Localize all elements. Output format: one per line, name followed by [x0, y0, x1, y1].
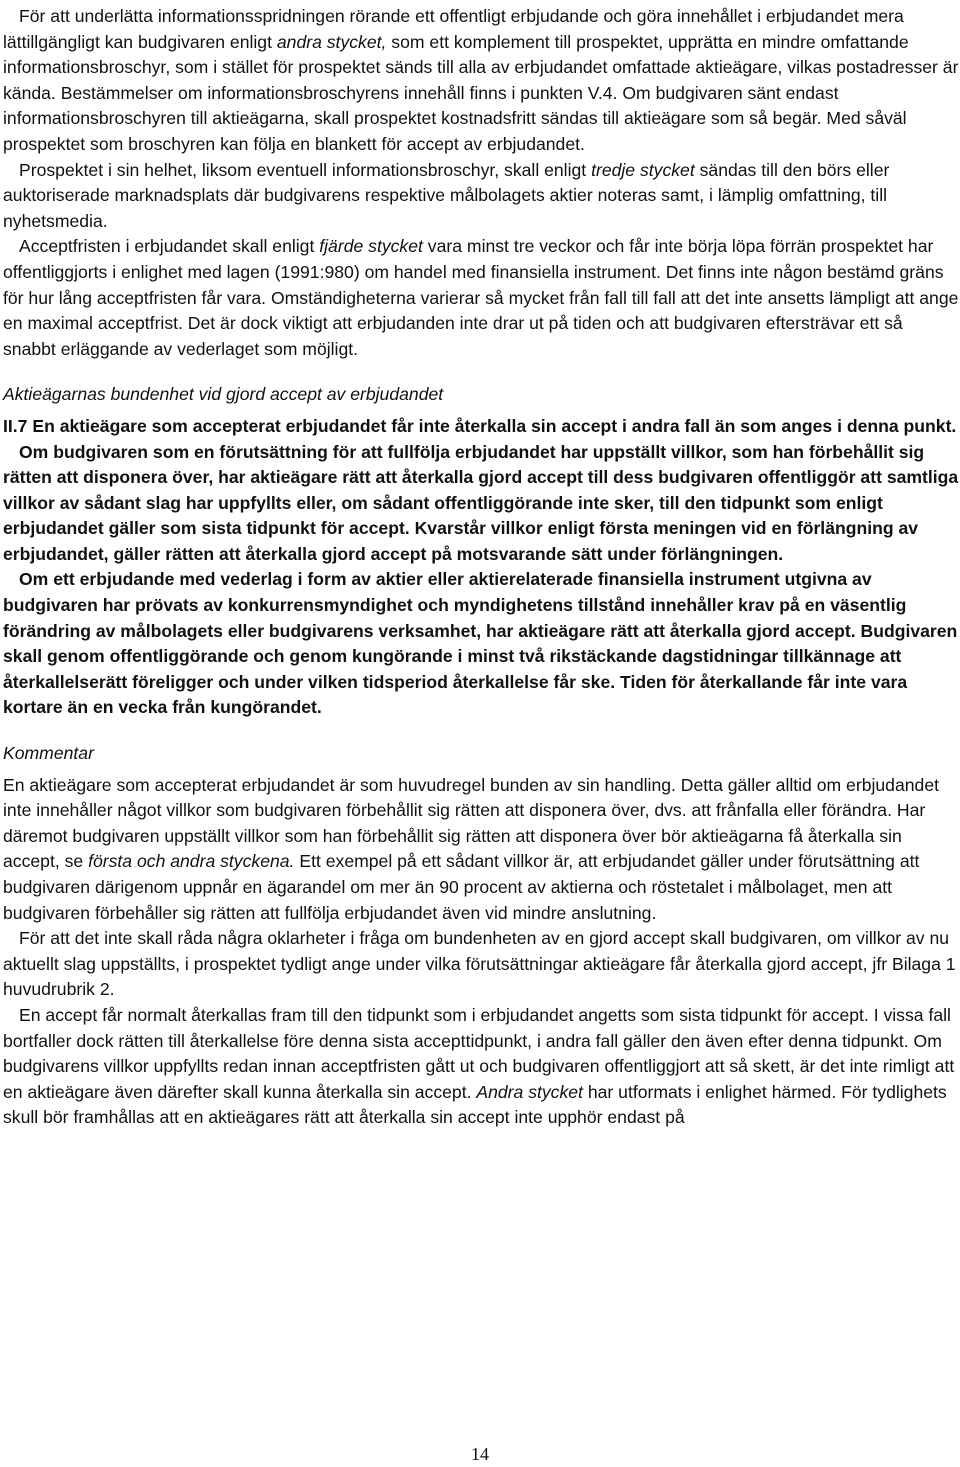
section-heading-shareholder-commitment: Aktieägarnas bundenhet vid gjord accept av erbjudandet — [3, 384, 444, 405]
paragraph-text: En accept får normalt återkallas fram till den tidpunkt som i erbjudandet angetts som sista tidpunkt för accept. I vissa fall bortfaller dock rätten till återkallelse före denna sista accepttidpunkt, i andra fall gäller den även efter denna tidpunkt. Om budgivarens villkor uppfyllts redan innan acceptfristen gått ut och budgivaren offentliggjort att så skett, är det inte rimligt att en aktieägare även därefter skall kunna återkalla sin accept. — [3, 1004, 955, 1102]
paragraph-text: Acceptfristen i erbjudandet skall enligt — [19, 236, 320, 257]
commentary-paragraph-clarity: För att det inte skall råda några oklarheter i fråga om bundenheten av en gjord accept skall budgivaren, om villkor av nu aktuellt slag uppställts, i prospektet tydligt ange under vilka förutsättningar aktieägare får återkalla gjord accept, jfr Bilaga 1 huvudrubrik 2. — [3, 928, 956, 1000]
section-heading-commentary: Kommentar — [3, 743, 94, 764]
paragraph-text: Prospektet i sin helhet, liksom eventuell informationsbroschyr, skall enligt — [19, 159, 592, 180]
paragraph-emphasis: Andra stycket — [476, 1081, 583, 1102]
paragraph-text: Ett exempel på ett sådant villkor är, att erbjudandet gäller under förutsättning att budgivaren därigenom uppnår en ägarandel om mer än 90 procent av aktierna och röstetalet i målbolaget, men att budgivaren förbehåller sig rätten att fullfölja erbjudandet även vid mindre anslutning. — [3, 851, 920, 923]
rule-paragraph-competition-authority: Om ett erbjudande med vederlag i form av aktier eller aktierelaterade finansiella instrument utgivna av budgivaren har prövats av konkurrensmyndighet och myndighetens tillstånd innehåller krav på en väsentlig förändring av målbolagets eller budgivarens verksamhet, har aktieägare rätt att återkalla gjord accept. Budgivaren skall genom offentliggörande och genom kungörande i minst två rikstäckande dagstidningar tillkännage att återkallelserätt föreligger och under vilken tidsperiod återkallelse får ske. Tiden för återkallande får inte vara kortare än en vecka från kungörandet. — [3, 569, 958, 718]
paragraph-text: vara minst tre veckor och får inte börja löpa förrän prospektet har offentliggjorts i enlighet med lagen (1991:980) om handel med finansiella instrument. Det finns inte någon bestämd gräns för hur lång acceptfristen får vara. Omständigheterna varierar så mycket från fall till fall att det inte ansetts lämpligt att ange en maximal acceptfrist. Det är dock viktigt att erbjudanden inte drar ut på tiden och att budgivaren eftersträvar ett så snabbt erläggande av vederlaget som möjligt. — [3, 236, 959, 359]
paragraph-text: För att underlätta informationsspridningen rörande ett offentligt erbjudande och göra innehållet i erbjudandet mera lättillgängligt kan budgivaren enligt — [3, 6, 904, 52]
paragraph-information-brochure — [3, 4, 960, 158]
rule-paragraph-conditions: Om budgivaren som en förutsättning för att fullfölja erbjudandet har uppställt villkor, som han förbehållit sig rätten att disponera över, har aktieägare rätt att återkalla gjord accept till dess budgivaren offentliggör att samtliga villkor av sådant slag har uppfyllts eller, om sådant offentliggörande inte sker, till den tidpunkt som enligt erbjudandet gäller som sista tidpunkt för accept. Kvarstår villkor enligt första meningen vid en förlängning av erbjudandet, gäller rätten att återkalla gjord accept på motsvarande sätt under förlängningen. — [3, 441, 959, 564]
paragraph-prospectus-distribution — [3, 158, 960, 235]
paragraph-emphasis: tredje stycket — [591, 159, 695, 180]
commentary-paragraph-withdrawal — [3, 1003, 960, 1131]
paragraph-emphasis: fjärde stycket — [319, 236, 423, 257]
paragraph-emphasis: andra stycket, — [276, 31, 387, 52]
rule-paragraph-ii7: II.7 En aktieägare som accepterat erbjudandet får inte återkalla sin accept i andra fall än som anges i denna punkt. — [3, 415, 957, 436]
paragraph-emphasis: första och andra styckena. — [88, 851, 295, 872]
paragraph-acceptance-period — [3, 234, 960, 362]
paragraph-text: har utformats i enlighet härmed. För tydlighets skull bör framhållas att en aktieägares rätt att återkalla sin accept inte upphör endast på — [3, 1081, 947, 1128]
commentary-paragraph-main-rule — [3, 773, 960, 927]
page-number: 14 — [471, 1444, 489, 1464]
paragraph-text: sändas till den börs eller auktoriserade marknadsplats där budgivarens respektive målbolagets aktier noteras samt, i lämplig omfattning, till nyhetsmedia. — [3, 159, 890, 231]
paragraph-text: En aktieägare som accepterat erbjudandet är som huvudregel bunden av sin handling. Detta gäller alltid om erbjudandet inte innehåller något villkor som budgivaren förbehållit sig rätten att disponera över, dvs. att frånfalla eller förändra. Har däremot budgivaren uppställt villkor som han förbehållit sig rätten att disponera över bör aktieägarna få återkalla sin accept, se — [3, 774, 939, 872]
paragraph-text: som ett komplement till prospektet, upprätta en mindre omfattande informationsbroschyr, som i stället för prospektet sänds till alla av erbjudandet omfattade aktieägare, vilkas postadresser är kända. Bestämmelser om informationsbroschyrens innehåll finns i punkten V.4. Om budgivaren sänt endast informationsbroschyren till aktieägarna, skall prospektet kostnadsfritt sändas till aktieägare som så begär. Med såväl prospektet som broschyren kan följa en blankett för accept av erbjudandet. — [3, 31, 959, 154]
